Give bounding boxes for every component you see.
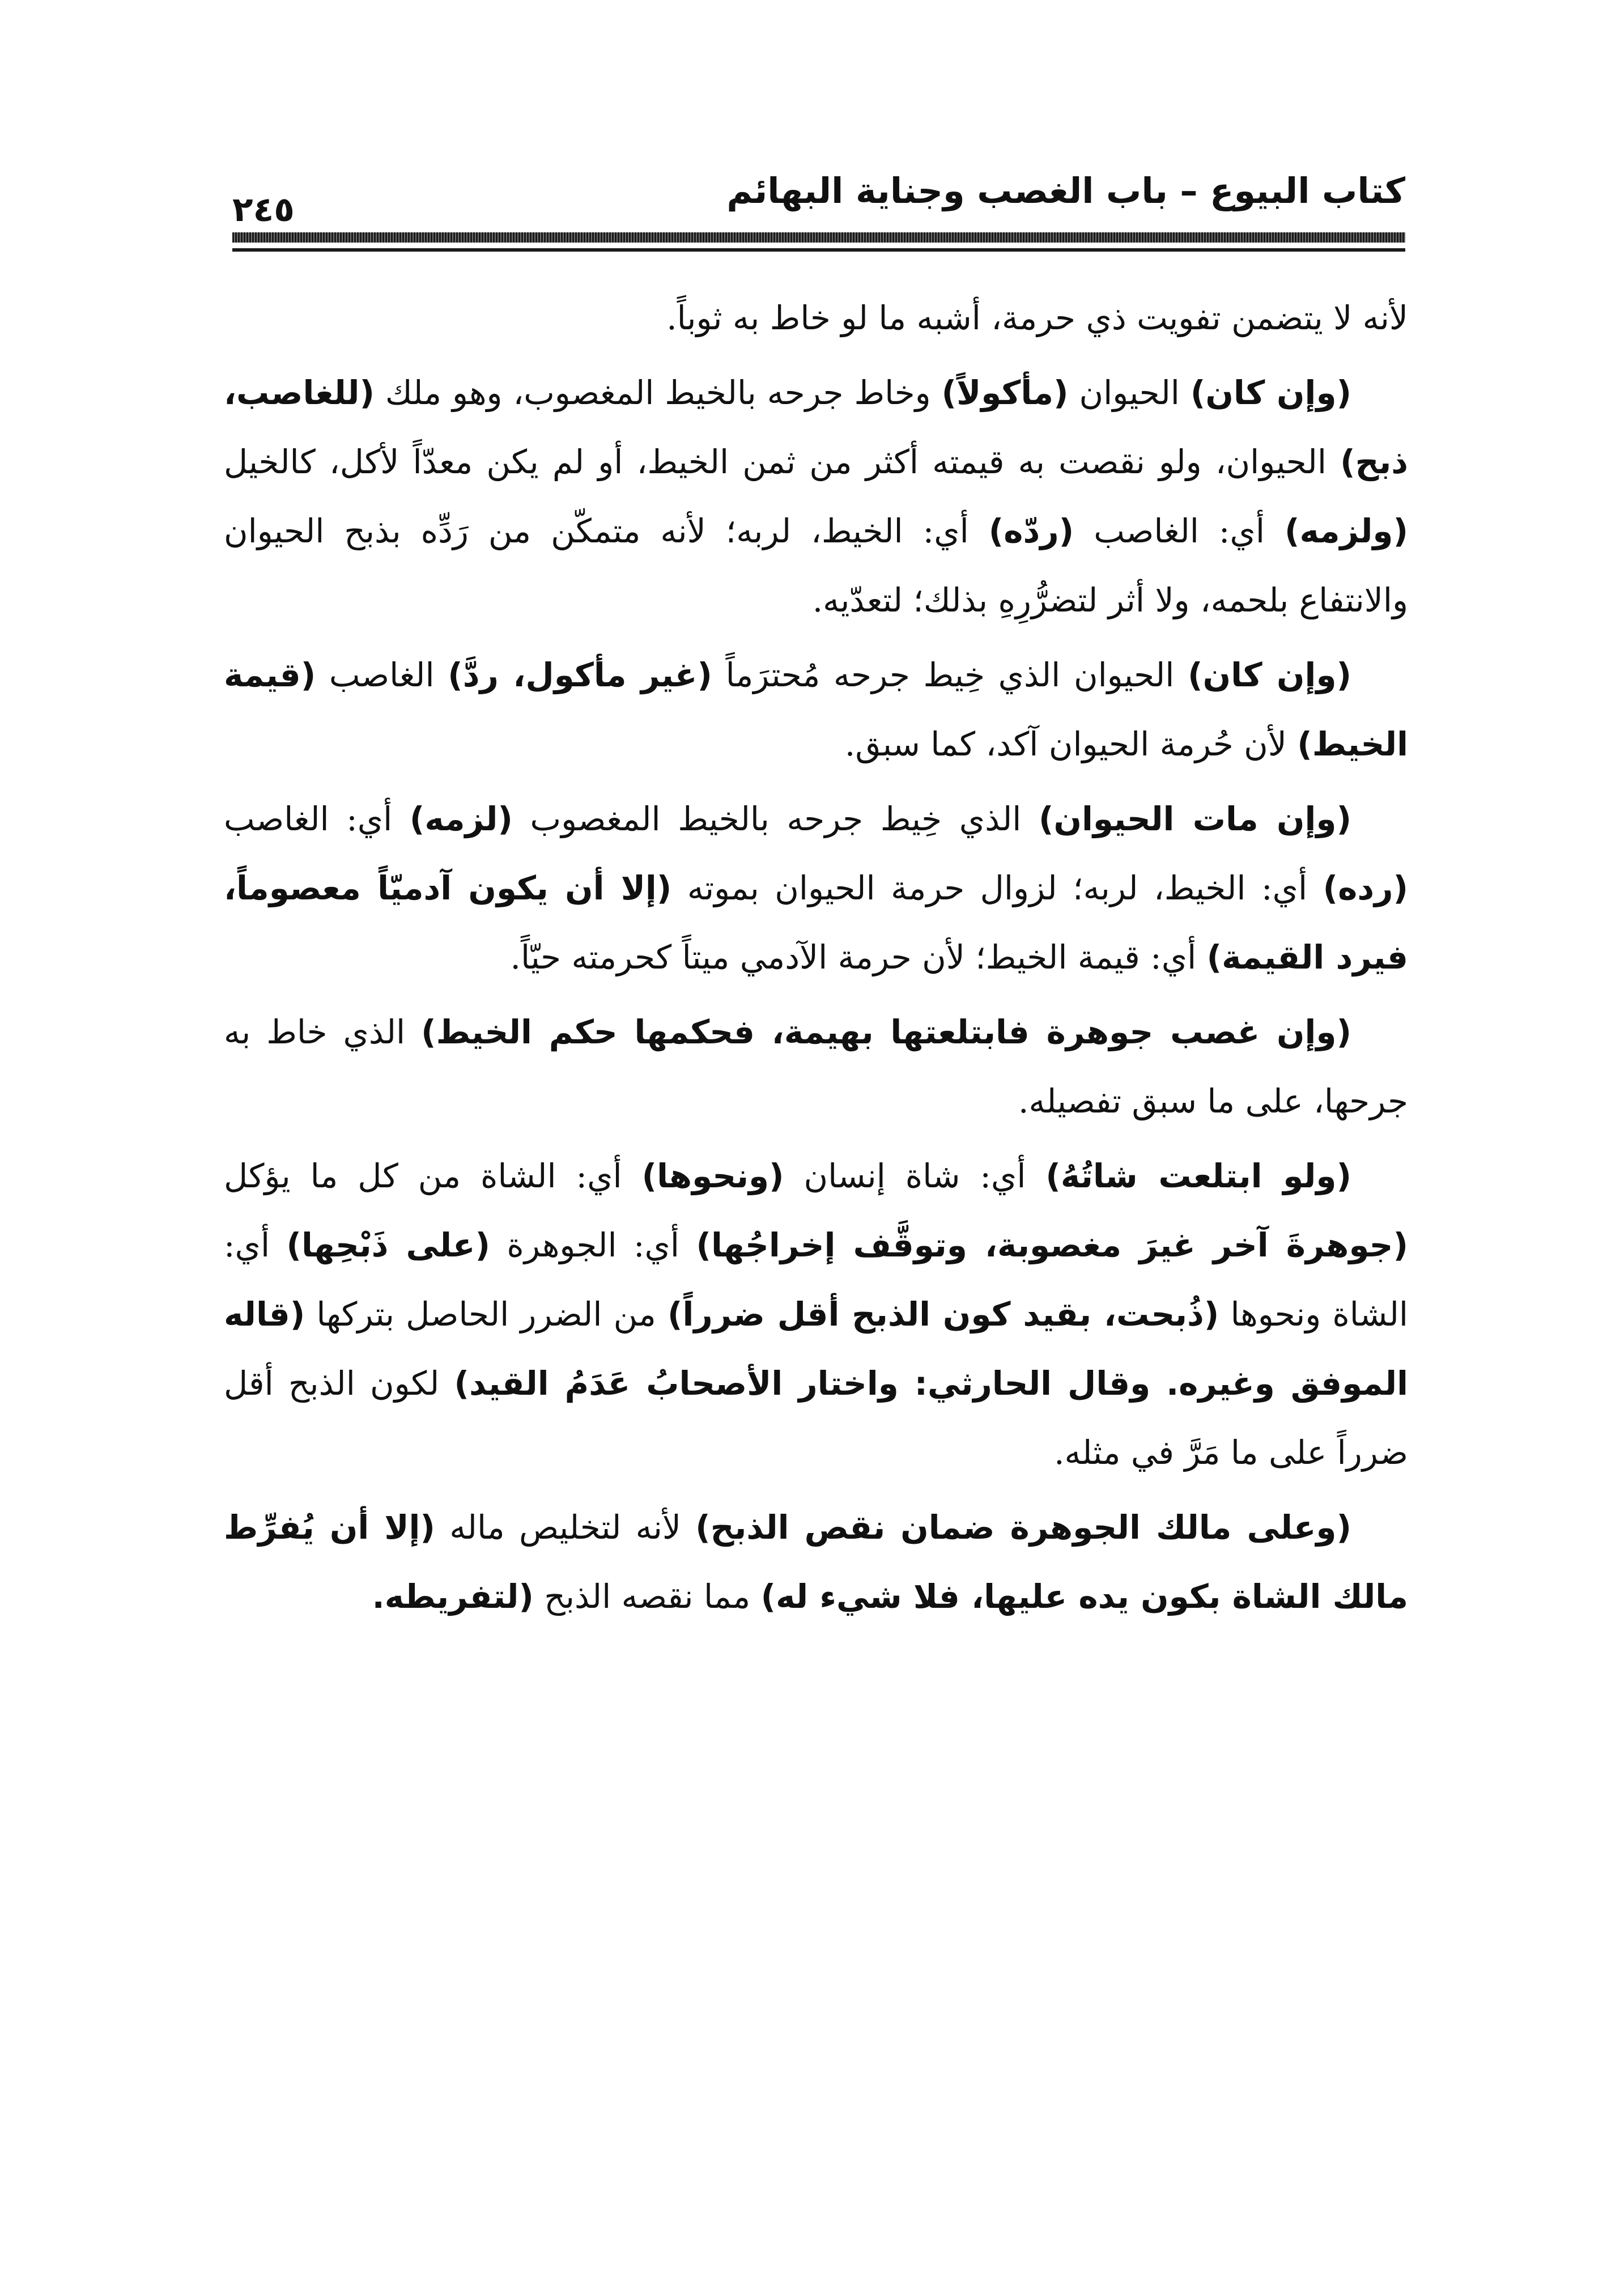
- body-text: [224, 283, 1408, 1637]
- paragraph: [224, 997, 1408, 1136]
- text-segment: أي: الخيط، لربه؛ لأنه متمكّن من رَدِّه بذبح الحيوان والانتفاع بلحمه، ولا أثر لتضرُّرِهِ بذلك؛ لتعدّيه.: [224, 512, 1408, 619]
- bold-text-segment: (جوهرةَ آخر غيرَ مغصوبة، وتوقَّف إخراجُها): [696, 1226, 1408, 1264]
- paragraph: [224, 283, 1408, 353]
- bold-text-segment: (للغاصب، ذبح): [224, 373, 1408, 481]
- page-number: ٢٤٥: [232, 190, 295, 230]
- bold-text-segment: (إلا أن يُفرِّط مالك الشاة بكون يده عليها، فلا شيء له): [224, 1508, 1408, 1616]
- text-segment: أي: الغاصب: [1074, 512, 1285, 550]
- text-segment: أي: الشاة ونحوها: [224, 1226, 1408, 1334]
- page-header: [232, 164, 1405, 232]
- header-rule: [232, 232, 1405, 243]
- text-segment: أي: الغاصب: [224, 800, 410, 838]
- bold-text-segment: (غير مأكول، ردَّ): [448, 656, 712, 694]
- text-segment: لأن حُرمة الحيوان آكد، كما سبق.: [844, 725, 1298, 763]
- text-segment: مما نقصه الذبح: [533, 1577, 761, 1616]
- bold-text-segment: (قاله الموفق وغيره. وقال الحارثي: واختار الأصحابُ عَدَمُ القيد): [224, 1295, 1408, 1403]
- text-segment: الحيوان: [1068, 373, 1191, 412]
- text-segment: أي: شاة إنسان: [784, 1157, 1046, 1195]
- text-segment: لأنه لا يتضمن تفويت ذي حرمة، أشبه ما لو خاط به ثوباً.: [666, 299, 1408, 337]
- bold-text-segment: (ولو ابتلعت شاتُهُ): [1045, 1157, 1351, 1195]
- text-segment: الذي خاط به جرحها، على ما سبق تفصيله.: [224, 1013, 1408, 1120]
- text-segment: لكون الذبح أقل ضرراً على ما مَرَّ في مثله.: [224, 1364, 1408, 1472]
- text-segment: الذي خِيط جرحه بالخيط المغصوب: [512, 800, 1039, 838]
- bold-text-segment: (قيمة الخيط): [224, 656, 1408, 763]
- paragraph: [224, 640, 1408, 779]
- bold-text-segment: (مأكولاً): [941, 373, 1069, 412]
- running-title: كتاب البيوع – باب الغصب وجناية البهائم: [726, 170, 1405, 211]
- bold-text-segment: (رده): [1323, 869, 1409, 907]
- bold-text-segment: (لتفريطه.: [372, 1577, 534, 1616]
- paragraph: [224, 784, 1408, 992]
- bold-text-segment: (وإن كان): [1190, 373, 1351, 412]
- bold-text-segment: (ولزمه): [1284, 512, 1408, 550]
- text-segment: الغاصب: [316, 656, 448, 694]
- paragraph: [224, 358, 1408, 635]
- text-segment: وخاط جرحه بالخيط المغصوب، وهو ملك: [374, 373, 942, 412]
- text-segment: أي: قيمة الخيط؛ لأن حرمة الآدمي ميتاً كحرمته حيّاً.: [510, 938, 1207, 976]
- paragraph: [224, 1141, 1408, 1487]
- bold-text-segment: (وإن مات الحيوان): [1038, 800, 1351, 838]
- header-rule-thin: [232, 248, 1405, 252]
- bold-text-segment: (ذُبحت، بقيد كون الذبح أقل ضرراً): [667, 1295, 1219, 1334]
- text-segment: لأنه لتخليص ماله: [435, 1508, 696, 1547]
- bold-text-segment: (ونحوها): [641, 1157, 784, 1195]
- bold-text-segment: (وعلى مالك الجوهرة ضمان نقص الذبح): [695, 1508, 1351, 1547]
- bold-text-segment: (وإن غصب جوهرة فابتلعتها بهيمة، فحكمها حكم الخيط): [421, 1013, 1351, 1051]
- bold-text-segment: (إلا أن يكون آدميّاً معصوماً، فيرد القيمة): [224, 869, 1408, 976]
- text-segment: من الضرر الحاصل بتركها: [305, 1295, 668, 1334]
- bold-text-segment: (لزمه): [409, 800, 513, 838]
- text-segment: أي: الجوهرة: [490, 1226, 696, 1264]
- paragraph: [224, 1493, 1408, 1631]
- bold-text-segment: (وإن كان): [1188, 656, 1351, 694]
- text-segment: أي: الخيط، لربه؛ لزوال حرمة الحيوان بموته: [671, 869, 1323, 907]
- bold-text-segment: (ردّه): [988, 512, 1074, 550]
- text-segment: أي: الشاة من كل ما يؤكل: [224, 1157, 642, 1195]
- text-segment: الحيوان الذي خِيط جرحه مُحترَماً: [712, 656, 1188, 694]
- text-segment: الحيوان، ولو نقصت به قيمته أكثر من ثمن الخيط، أو لم يكن معدّاً لأكل، كالخيل: [224, 443, 1341, 481]
- bold-text-segment: (على ذَبْحِها): [286, 1226, 491, 1264]
